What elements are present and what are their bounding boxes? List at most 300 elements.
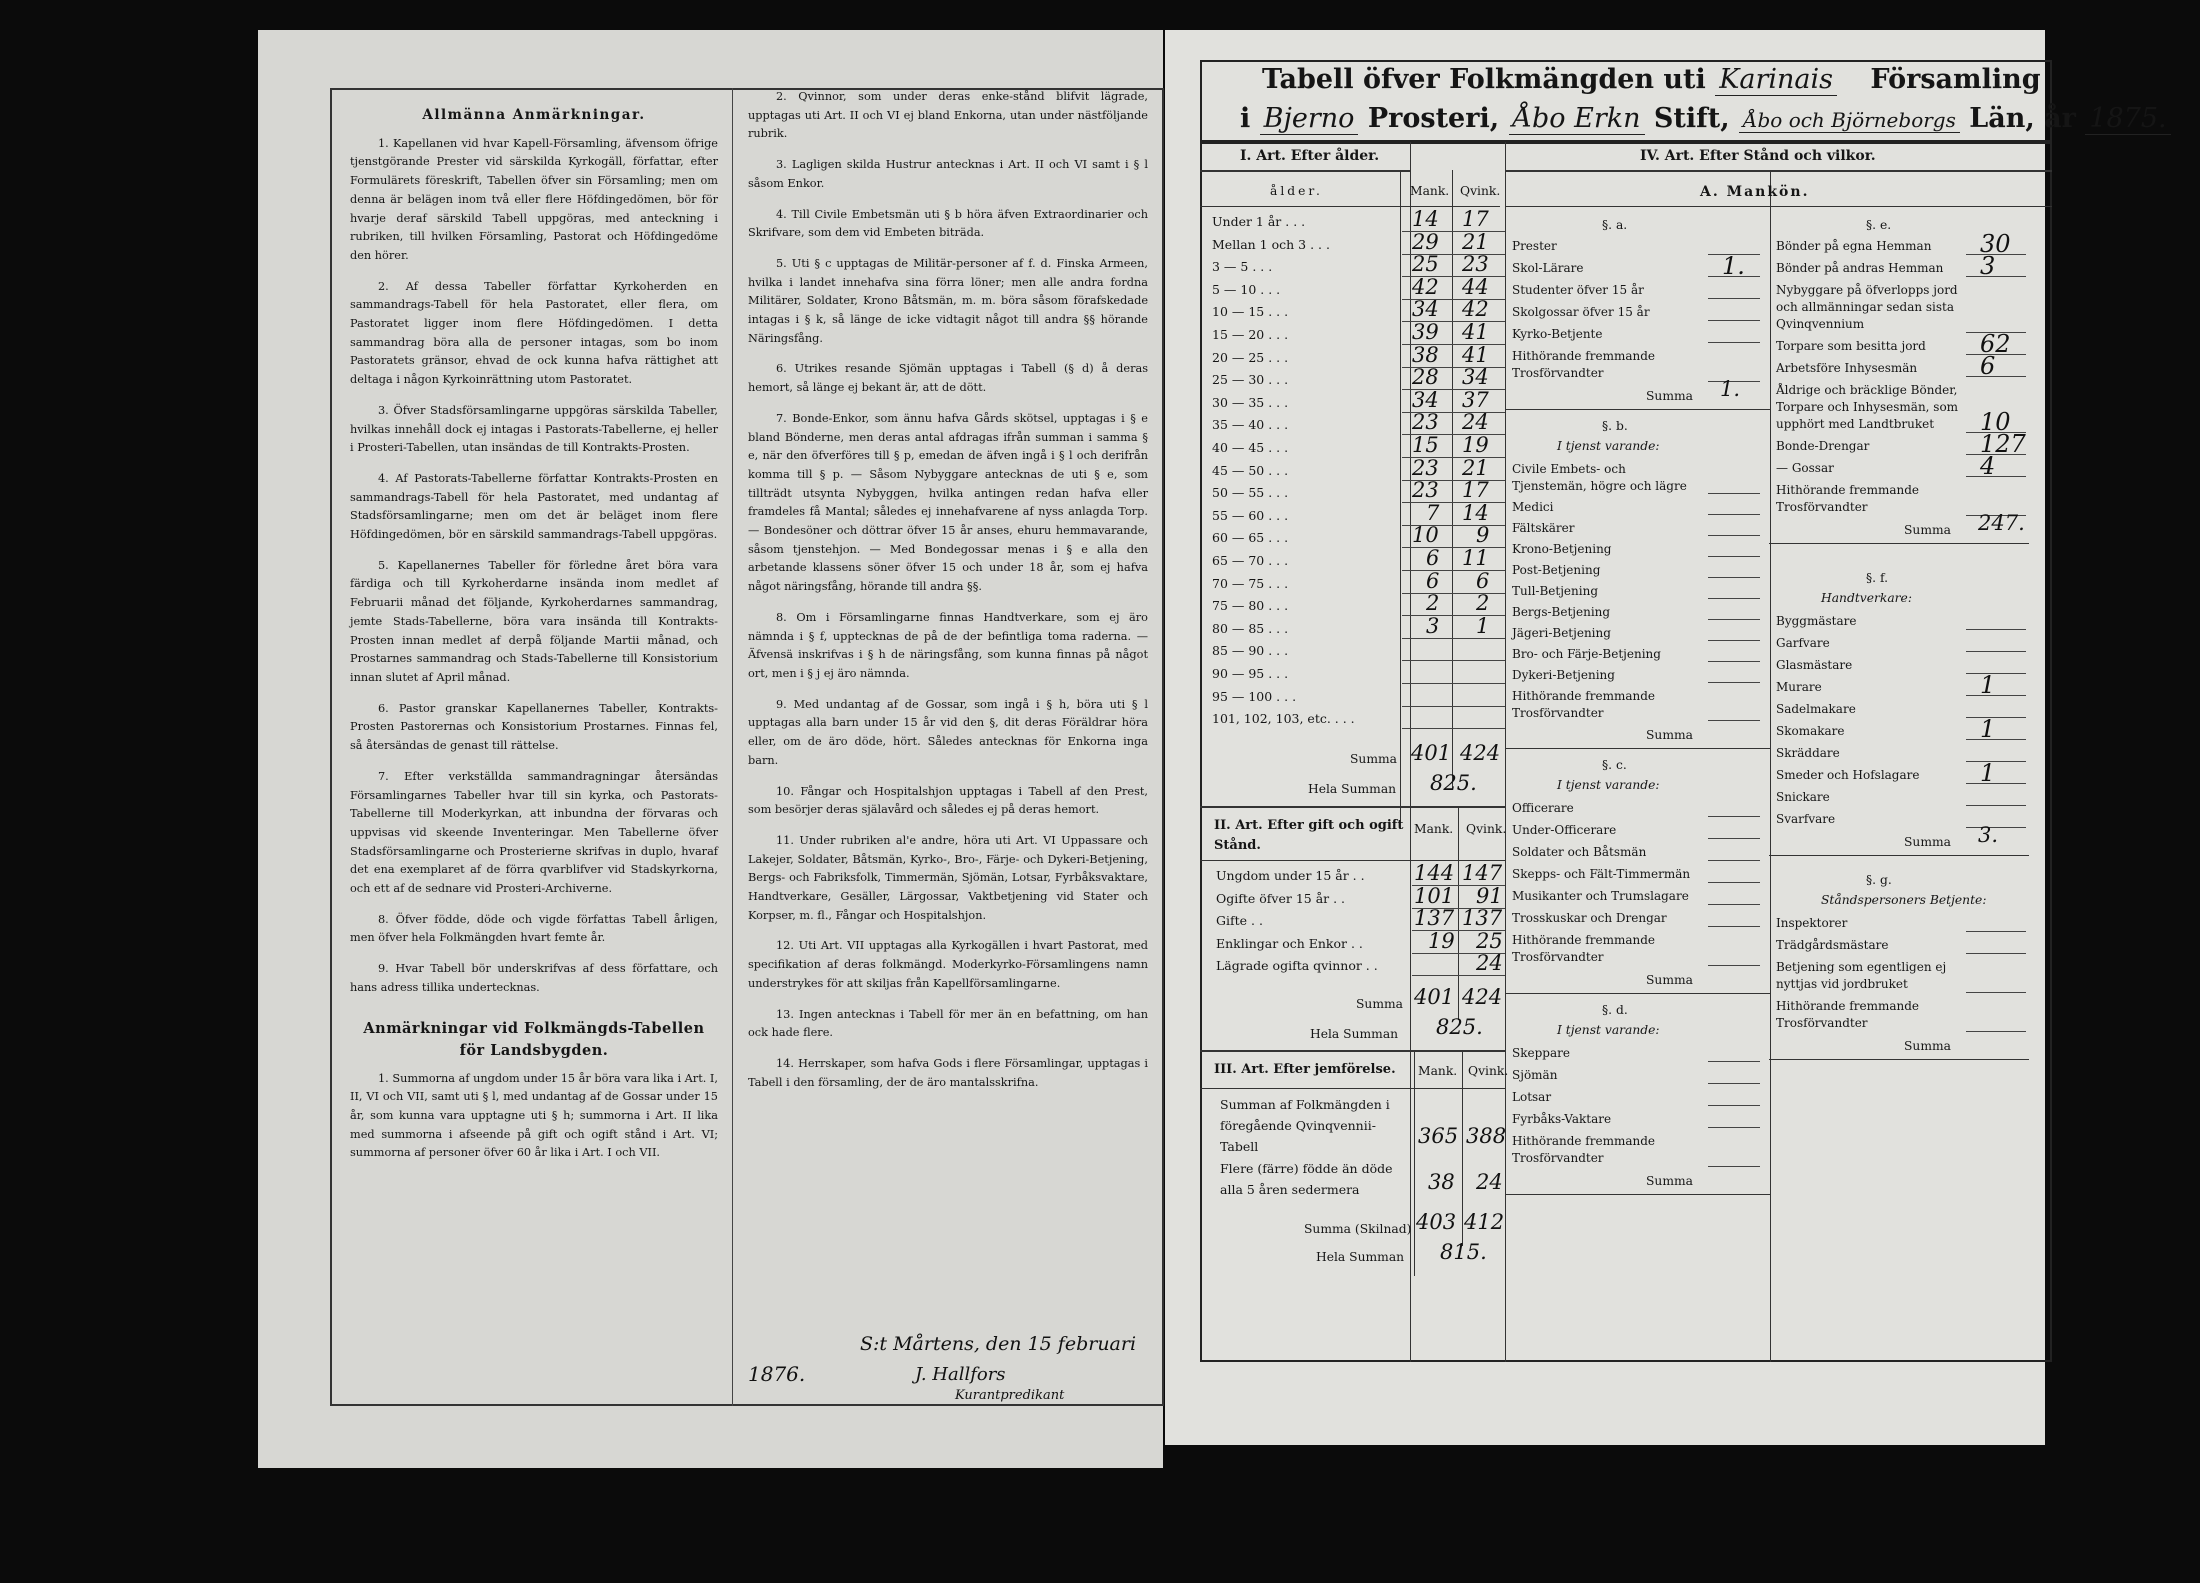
- section-row-label: Medici: [1512, 500, 1554, 514]
- rural-remark-paragraph: 9. Med undantag af de Gossar, som ingå i § h, böra uti § l upptagas alla barn under 15 år vid den §, dit deras Föräldrar höra eller, om de äro döde, hört. Således antecknas för Enkorna inga barn.: [748, 697, 1148, 767]
- section-row-rule: [1966, 651, 2026, 652]
- title-text-2b: Prosteri,: [1367, 103, 1500, 134]
- heading-general-remarks: Allmänna Anmärkningar.: [422, 107, 646, 123]
- age-row-rule: [1402, 706, 1505, 707]
- age-row-male: 28: [1412, 365, 1439, 390]
- age-row-male: 25: [1412, 252, 1439, 277]
- section-row-rule: [1966, 805, 2026, 806]
- art1-header-rule: [1200, 170, 1410, 172]
- art3-row2-label: Flere (färre) födde än döde alla 5 åren sedermera: [1220, 1161, 1393, 1197]
- section-row-label: Trädgårdsmästare: [1776, 938, 1889, 952]
- section-row-rule: [1966, 673, 2026, 674]
- remark-paragraph: 2. Af dessa Tabeller författar Kyrkoherden en sammandrags-Tabell för hela Pastoratet, eller flera, om Pastoratet ligger inom flere Höfdingedömen. I detta sammandrag böra alla de personer intagas, som bo inom Pastoratets gränsor, ehvad de ock kunna hafva rättighet att deltaga i någon Kyrkoinrättning utom Pastoratet.: [350, 279, 718, 387]
- art3-header-rule: [1200, 1088, 1505, 1089]
- section-row-label: Hithörande fremmande Trosförvandter: [1512, 1134, 1655, 1165]
- section-row-label: Hithörande fremmande Trosförvandter: [1776, 999, 1919, 1030]
- section-row-label: Prester: [1512, 239, 1557, 253]
- age-row-female: 44: [1462, 274, 1489, 299]
- section-summa-label: Summa: [1646, 1174, 1693, 1188]
- signature-year: 1876.: [748, 1362, 806, 1386]
- diocese-name: Åbo Erkn: [1509, 103, 1645, 135]
- title-text-2c: Stift,: [1653, 103, 1730, 134]
- section-subtitle: Ståndspersoners Betjente:: [1821, 893, 1987, 907]
- age-row-label: 85 — 90 . . .: [1212, 643, 1289, 659]
- section-row-rule: [1708, 926, 1760, 927]
- section-row-label: Sjömän: [1512, 1068, 1558, 1082]
- section-row-rule: [1708, 904, 1760, 905]
- section-row-label: — Gossar: [1776, 461, 1834, 475]
- age-row-male: 10: [1412, 523, 1439, 548]
- section-row-rule: [1708, 577, 1760, 578]
- rural-remarks-continued: [748, 88, 1148, 1092]
- remark-paragraph: 5. Kapellanernes Tabeller för förledne året böra vara färdiga och till Kyrkoherdarne insända inom medlet af Februarii månad det följande, Kyrkoherdarnes sammandrag, jemte Stads-Tabellerne, böra vara insända till Kontrakts-Prosten innan medlet af derpå följande Martii månad, och Prostarnes sammandrag och Stads-Tabellerne till Konsistorium innan slutet af April månad.: [350, 558, 718, 684]
- section-row-rule: [1708, 860, 1760, 861]
- section-row-rule: [1708, 838, 1760, 839]
- age-row-female: 23: [1462, 252, 1489, 277]
- rural-remark-paragraph: 6. Utrikes resande Sjömän upptagas i Tabell (§ d) å deras hemort, så länge ej bekant är, att de dött.: [748, 362, 1148, 395]
- section-row-label: Fältskärer: [1512, 521, 1575, 535]
- age-row-rule: [1402, 547, 1505, 548]
- section-row-label: Musikanter och Trumslagare: [1512, 889, 1689, 903]
- art1-header: I. Art. Efter ålder.: [1240, 148, 1380, 164]
- art2-header-rule: [1200, 860, 1505, 861]
- art1-bottom-rule: [1200, 806, 1505, 808]
- age-row-female: 42: [1462, 297, 1489, 322]
- art1-summa-f: 424: [1460, 741, 1501, 765]
- section-summa-value: 247.: [1978, 511, 2025, 535]
- section-summa-label: Summa: [1646, 389, 1693, 403]
- age-row-male: 38: [1412, 342, 1439, 367]
- section-title: §. e.: [1866, 218, 1892, 232]
- age-row-label: 50 — 55 . . .: [1212, 485, 1289, 501]
- age-row-female: 14: [1462, 500, 1489, 525]
- age-row-male: 14: [1412, 207, 1439, 231]
- age-row-female: 34: [1462, 365, 1489, 390]
- age-row-male: 2: [1426, 591, 1440, 616]
- section-row-label: Åldrige och bräcklige Bönder, Torpare och Inhysesmän, som upphört med Landtbruket: [1776, 383, 1959, 431]
- section-row-label: Bergs-Betjening: [1512, 605, 1611, 619]
- section-row-label: Skeppare: [1512, 1046, 1570, 1060]
- section-row-rule: [1708, 965, 1760, 966]
- rural-remark-paragraph: 14. Herrskaper, som hafva Gods i flere Församlingar, upptagas i Tabell i den församling, der de äro mantalsskrifna.: [748, 1056, 1148, 1089]
- section-row-label: Skepps- och Fält-Timmermän: [1512, 867, 1691, 881]
- section-row-rule: [1708, 342, 1760, 343]
- rural-remark-paragraph: 5. Uti § c upptagas de Militär-personer af f. d. Finska Armeen, hvilka i landet innehafva sina förra löner; men alle andra fordna Militärer, Soldater, Krono Båtsmän, m. m. böra såsom förafskedade intagas i § k, så länge de icke vidtagit något till andra §§ hörande Näringsfång.: [748, 256, 1148, 345]
- remark-paragraph: 4. Af Pastorats-Tabellerne författar Kontrakts-Prosten en sammandrags-Tabell för hela Pastoratet, med undantag af Stadsförsamlingarne; men om det är beläget inom flere Höfdingedömen, bör en särskild sammandrags-Tabell uppgöras.: [350, 471, 718, 542]
- art4-subheader-rule: [1505, 206, 2052, 207]
- remark-paragraph: 7. Efter verkställda sammandragningar återsändas Församlingarnes Tabeller hvar till sin kyrka, och Pastorats-Tabellerne till Moderkyrkan, att inbundna der förvaras och uppvisas vid skeende Inventeringar. Men Tabellerne öfver Stadsförsamlingarne och Prosterierne skrifvas in duplo, hvaraf det ena exemplaret af de förra qvarblifver vid Stadskyrkorna, och ett af de sednare vid Prosteri-Archiverne.: [350, 769, 718, 896]
- section-row-value: 10: [1980, 408, 2011, 436]
- art4-header: IV. Art. Efter Stånd och vilkor.: [1640, 148, 1876, 164]
- age-row-label: 60 — 65 . . .: [1212, 530, 1289, 546]
- section-row-rule: [1708, 720, 1760, 721]
- title-line-1: [1262, 64, 2041, 95]
- age-row-male: 23: [1412, 410, 1439, 435]
- section-row-rule: [1708, 514, 1760, 515]
- section-row-label: Smeder och Hofslagare: [1776, 768, 1920, 782]
- section-row-rule: [1708, 1105, 1760, 1106]
- age-row-female: 17: [1462, 478, 1489, 503]
- art2-col-f: Qvink.: [1466, 822, 1507, 836]
- title-line-2: [1240, 103, 2171, 134]
- age-row-label: 70 — 75 . . .: [1212, 575, 1289, 591]
- section-row-value: 6: [1980, 352, 1996, 380]
- marital-row-female: 137: [1462, 906, 1503, 930]
- section-row-rule: [1966, 695, 2026, 696]
- section-row-label: Arbetsföre Inhysesmän: [1776, 361, 1918, 375]
- divider-art4-columns: [1770, 170, 1771, 1362]
- age-row-label: 35 — 40 . . .: [1212, 417, 1289, 433]
- section-row-rule: [1966, 739, 2026, 740]
- remark-paragraph: 6. Pastor granskar Kapellanernes Tabeller, Kontrakts-Prosten Pastorernas och Konsistorium Prostarnes. Finnas fel, så återsändas de genast till rättelse.: [350, 701, 718, 753]
- age-row-female: 19: [1462, 433, 1489, 457]
- marital-row-label: Ogifte öfver 15 år . .: [1216, 890, 1346, 906]
- section-summa-label: Summa: [1904, 523, 1951, 537]
- art3-hela: 815.: [1440, 1240, 1487, 1264]
- art1-colhead-rule: [1200, 206, 1500, 207]
- age-row-label: 30 — 35 . . .: [1212, 394, 1289, 410]
- age-row-male: 34: [1412, 387, 1439, 412]
- section-row-rule: [1708, 661, 1760, 662]
- section-row-rule: [1708, 1127, 1760, 1128]
- age-row-label: 55 — 60 . . .: [1212, 507, 1289, 523]
- age-row-female: 41: [1462, 320, 1489, 344]
- section-row-rule: [1708, 1166, 1760, 1167]
- age-row-rule: [1402, 728, 1505, 729]
- section-row-rule: [1708, 816, 1760, 817]
- age-row-male: 23: [1412, 478, 1439, 503]
- age-row-label: Under 1 år . . .: [1212, 214, 1306, 229]
- art3-row2-f: 24: [1476, 1170, 1503, 1194]
- county-name: Åbo och Björneborgs: [1739, 108, 1960, 133]
- section-row-label: Hithörande fremmande Trosförvandter: [1512, 349, 1655, 380]
- section-row-rule: [1966, 783, 2026, 784]
- census-year: 1875.: [2085, 103, 2170, 135]
- art3-hela-label: Hela Summan: [1316, 1250, 1405, 1264]
- age-row-male: 6: [1426, 546, 1440, 570]
- age-row-male: 6: [1426, 568, 1440, 593]
- art1-col-f: Qvink.: [1460, 184, 1501, 198]
- section-row-label: Post-Betjening: [1512, 563, 1601, 577]
- section-row-label: Trosskuskar och Drengar: [1512, 911, 1667, 925]
- art3-row1-f: 388: [1466, 1124, 1507, 1148]
- section-row-label: Torpare som besitta jord: [1776, 339, 1926, 353]
- section-row-rule: [1966, 992, 2026, 993]
- rural-remark-paragraph: 11. Under rubriken al'e andre, höra uti Art. VI Uppassare och Lakejer, Soldater, Båtsmän, Kyrko-, Bro-, Färje- och Dykeri-Betjening, Bergs- och Fabriksfolk, Timmermän, Sjömän, Lotsar, Fyrbåksvaktare, Handtverkare, Gesäller, Lärgossar, Vaktbetjening vid Stater och Korpser, m. fl., Fångar och Hospitalshjon.: [748, 833, 1148, 922]
- section-row-label: Fyrbåks-Vaktare: [1512, 1112, 1612, 1126]
- age-row-female: 1: [1476, 613, 1490, 638]
- section-row-value: 4: [1980, 452, 1996, 480]
- section-row-label: Nybyggare på öfverlopps jord och allmänningar sedan sista Qvinqvennium: [1776, 283, 1958, 331]
- art1-col-line-3: [1505, 142, 1506, 1362]
- section-row-value: 3: [1980, 252, 1996, 280]
- section-title: §. d.: [1602, 1003, 1628, 1017]
- title-text-2a: i: [1240, 103, 1251, 134]
- art3-summa-label: Summa (Skilnad): [1304, 1222, 1412, 1236]
- section-row-label: Officerare: [1512, 801, 1574, 815]
- rural-remark-paragraph: 12. Uti Art. VII upptagas alla Kyrkogällen i hvart Pastorat, med specifikation af deras folkmängd. Moderkyrko-Församlingens namn understrykes för att skiljas från Kapellförsamlingarne.: [748, 939, 1148, 990]
- art3-col-line-1: [1414, 1050, 1415, 1276]
- section-row-label: Skolgossar öfver 15 år: [1512, 305, 1650, 319]
- rural-remark-paragraph: 7. Bonde-Enkor, som ännu hafva Gårds skötsel, upptagas i § e bland Bönderne, men deras antal afdragas ifrån summan i samma § e, när den öfverföres till § p, emedan de äfven ingå i § l och derifrån komma till § p. — Såsom Nybyggare antecknas de uti § e, som tillträdt utsynta Nybyggen, hvilka antingen redan hafva eller framdeles få Mantal; således ej innehafvarene af nyss anlagda Torp. — Bondesöner och döttrar öfver 15 år anses, ehuru hemmavarande, såsom tjenstehjon. — Med Bondegossar menas i § e alla den arbetande klassens söner öfver 15 och under 18 år, som ej hafva något näringsfång, hörande till andra §§.: [748, 411, 1148, 594]
- section-row-label: Snickare: [1776, 790, 1830, 804]
- section-title: §. c.: [1602, 758, 1627, 772]
- section-row-label: Dykeri-Betjening: [1512, 668, 1615, 682]
- section-row-value: 1: [1980, 759, 1996, 787]
- section-row-rule: [1708, 556, 1760, 557]
- art2-summa-label: Summa: [1356, 997, 1403, 1011]
- age-row-rule: [1402, 660, 1505, 661]
- age-row-female: 41: [1462, 342, 1489, 367]
- section-row-label: Glasmästare: [1776, 658, 1853, 672]
- section-row-label: Kyrko-Betjente: [1512, 327, 1603, 341]
- rural-remark-paragraph: 4. Till Civile Embetsmän uti § b höra äfven Extraordinarier och Skrifvare, som dem vid Embeten biträda.: [748, 207, 1148, 240]
- section-row-rule: [1966, 761, 2026, 762]
- section-row-label: Hithörande fremmande Trosförvandter: [1512, 689, 1655, 720]
- section-summa-label: Summa: [1904, 1039, 1951, 1053]
- section-row-value: 1: [1980, 715, 1996, 743]
- section-summa-value: 3.: [1978, 823, 1999, 847]
- section-row-rule: [1966, 476, 2026, 477]
- rural-remark-paragraph: 3. Lagligen skilda Hustrur antecknas i Art. II och VI samt i § l såsom Enkor.: [748, 158, 1148, 190]
- art2-hela-label: Hela Summan: [1310, 1027, 1399, 1041]
- age-row-male: 15: [1412, 433, 1439, 457]
- age-row-label: 101, 102, 103, etc. . . .: [1212, 711, 1355, 727]
- age-row-male: 7: [1426, 500, 1440, 525]
- section-subtitle: Handtverkare:: [1821, 591, 1912, 605]
- age-row-male: 34: [1412, 297, 1439, 322]
- marital-row-label: Gifte . .: [1216, 913, 1263, 928]
- section-row-label: Inspektorer: [1776, 916, 1848, 930]
- art3-col-m: Mank.: [1418, 1064, 1458, 1078]
- age-row-female: 21: [1462, 455, 1489, 480]
- age-row-female: 17: [1462, 207, 1489, 231]
- section-bottom-rule: [1769, 855, 2029, 856]
- section-bottom-rule: [1769, 543, 2029, 544]
- rural-remark-paragraph: 1. Summorna af ungdom under 15 år böra vara lika i Art. I, II, VI och VII, samt uti § l, med undantag af de Gossar under 15 år, som kunna vara upptagne uti § h; summorna i Art. II lika med summorna i afseende på gift och ogift stånd i Art. VI; summorna af personer öfver 60 år lika i Art. I och VII.: [350, 1071, 718, 1160]
- section-row-value: 127: [1980, 430, 2026, 458]
- marital-row-female: 147: [1462, 861, 1503, 885]
- section-row-label: Tull-Betjening: [1512, 584, 1599, 598]
- signature-role: Kurantpredikant: [955, 1388, 1065, 1403]
- marital-row-male: 144: [1414, 861, 1455, 885]
- section-row-rule: [1708, 598, 1760, 599]
- rural-remark-paragraph: 10. Fångar och Hospitalshjon upptagas i Tabell af den Prest, som besörjer deras själavård och således ej på deras hemort.: [748, 784, 1148, 817]
- age-row-rule: [1402, 683, 1505, 684]
- section-bottom-rule: [1505, 409, 1771, 410]
- section-row-rule: [1708, 1083, 1760, 1084]
- art3-col-line-2: [1462, 1050, 1463, 1246]
- art3-row2-m: 38: [1428, 1170, 1455, 1194]
- section-row-label: Jägeri-Betjening: [1512, 626, 1611, 640]
- age-row-label: 40 — 45 . . .: [1212, 440, 1289, 455]
- remark-paragraph: 3. Öfver Stadsförsamlingarne uppgöras särskilda Tabeller, hvilkas innehåll dock ej intagas i Pastorats-Tabellerne, ej heller i Prosteri-Tabellen, utan insändas de till Kontrakts-Prosten.: [350, 403, 718, 455]
- art3-col-f: Qvink.: [1468, 1064, 1509, 1078]
- age-row-female: 11: [1462, 546, 1489, 570]
- section-row-label: Bonde-Drengar: [1776, 439, 1870, 453]
- section-summa-value: 1.: [1720, 377, 1741, 401]
- marital-row-label: Ungdom under 15 år . .: [1216, 868, 1365, 883]
- art3-header: III. Art. Efter jemförelse.: [1214, 1062, 1396, 1077]
- art2-bottom-rule: [1200, 1050, 1505, 1052]
- marital-row-male: 137: [1414, 906, 1455, 930]
- art3-summa-m: 403: [1416, 1210, 1457, 1234]
- age-row-rule: [1402, 638, 1505, 639]
- section-row-value: 30: [1980, 230, 2011, 258]
- heading-rural-remarks: Anmärkningar vid Folkmängds-Tabellen för Landsbygden.: [363, 1019, 705, 1059]
- section-row-label: Skomakare: [1776, 724, 1845, 738]
- marital-row-female: 91: [1476, 883, 1503, 908]
- section-row-rule: [1708, 320, 1760, 321]
- rural-remarks-list: [350, 1070, 718, 1164]
- section-subtitle: I tjenst varande:: [1557, 778, 1660, 792]
- section-title: §. a.: [1602, 218, 1628, 232]
- remark-paragraph: 8. Öfver födde, döde och vigde författas Tabell årligen, men öfver hela Folkmängden hvart femte år.: [350, 912, 718, 945]
- section-row-label: Under-Officerare: [1512, 823, 1617, 837]
- section-row-rule: [1966, 1031, 2026, 1032]
- section-row-label: Skol-Lärare: [1512, 261, 1584, 275]
- section-row-label: Soldater och Båtsmän: [1512, 845, 1647, 859]
- section-bottom-rule: [1505, 748, 1771, 749]
- art4-header-rule: [1505, 170, 2052, 172]
- age-row-male: 29: [1412, 229, 1439, 254]
- art3-row1-m: 365: [1418, 1124, 1459, 1148]
- art1-summa-label: Summa: [1350, 752, 1397, 766]
- section-bottom-rule: [1769, 1059, 2029, 1060]
- section-row-label: Bönder på egna Hemman: [1776, 239, 1932, 253]
- instructions-column-1: [350, 98, 718, 1175]
- title-text-1b: Församling: [1870, 64, 2041, 95]
- section-row-rule: [1708, 682, 1760, 683]
- art4-subheader: A. Mankön.: [1700, 184, 1810, 200]
- section-row-rule: [1966, 629, 2026, 630]
- age-row-label: 90 — 95 . . .: [1212, 666, 1289, 681]
- remark-paragraph: 9. Hvar Tabell bör underskrifvas af dess författare, och hans adress tillika undertecknas.: [350, 962, 718, 994]
- section-row-label: Hithörande fremmande Trosförvandter: [1776, 483, 1919, 514]
- section-row-value: 1: [1980, 671, 1996, 699]
- age-row-label: 25 — 30 . . .: [1212, 372, 1289, 388]
- section-row-rule: [1966, 376, 2026, 377]
- art3-row1-label: Summan af Folkmängden i föregående Qvinqvennii-Tabell: [1220, 1097, 1390, 1154]
- art2-hela: 825.: [1436, 1015, 1483, 1039]
- age-row-label: 20 — 25 . . .: [1212, 349, 1289, 365]
- section-subtitle: I tjenst varande:: [1557, 439, 1660, 453]
- section-row-label: Studenter öfver 15 år: [1512, 283, 1644, 297]
- section-row-rule: [1966, 717, 2026, 718]
- signature-place-date: S:t Mårtens, den 15 februari: [860, 1333, 1137, 1355]
- section-row-rule: [1966, 931, 2026, 932]
- age-row-male: 23: [1412, 455, 1439, 480]
- age-row-label: 75 — 80 . . .: [1212, 598, 1289, 614]
- section-row-value: 62: [1980, 330, 2011, 358]
- section-row-value: 1.: [1722, 252, 1745, 280]
- section-title: §. g.: [1866, 873, 1892, 887]
- section-row-rule: [1708, 640, 1760, 641]
- marital-row-male: 101: [1414, 883, 1455, 908]
- rural-remark-paragraph: 2. Qvinnor, som under deras enke-stånd blifvit lägrade, upptagas uti Art. II och VI ej bland Enkorna, utan under nästföljande rubrik.: [748, 90, 1148, 141]
- section-row-rule: [1966, 276, 2026, 277]
- age-row-label: 80 — 85 . . .: [1212, 620, 1289, 636]
- section-row-label: Sadelmakare: [1776, 702, 1856, 716]
- remark-paragraph: 1. Kapellanen vid hvar Kapell-Församling, äfvensom öfrige tjenstgörande Prester vid särskilda Kyrkogäll, författar, efter Formulärets föreskrift, Tabellen öfver sin Församling; men om denna är belägen inom två eller flere Höfdingedömen, bör för hvarje deraf särskild Tabell uppgöras, med anteckning i rubriken, till hvilken Församling, Pastorat och Höfdingedöme den hörer.: [350, 136, 718, 262]
- art2-col-line-1: [1410, 806, 1411, 1050]
- section-row-label: Civile Embets- och Tjenstemän, högre och lägre: [1512, 462, 1687, 493]
- section-title: §. b.: [1602, 419, 1628, 433]
- age-row-female: 2: [1476, 591, 1490, 616]
- marital-row-label: Enklingar och Enkor . .: [1216, 935, 1363, 951]
- section-row-rule: [1708, 535, 1760, 536]
- section-row-label: Hithörande fremmande Trosförvandter: [1512, 933, 1655, 964]
- age-row-rule: [1402, 570, 1505, 571]
- art1-col-line-1: [1400, 170, 1401, 820]
- age-row-female: 37: [1462, 387, 1489, 412]
- marital-row-male: 19: [1428, 928, 1455, 953]
- age-row-label: 3 — 5 . . .: [1212, 259, 1273, 275]
- art2-summa-m: 401: [1414, 985, 1455, 1009]
- section-row-rule: [1966, 953, 2026, 954]
- age-row-female: 9: [1476, 523, 1490, 548]
- age-row-rule: [1402, 615, 1505, 616]
- art2-col-m: Mank.: [1414, 822, 1454, 836]
- section-row-label: Krono-Betjening: [1512, 542, 1612, 556]
- age-row-label: 95 — 100 . . .: [1212, 688, 1297, 704]
- marital-row-rule: [1412, 975, 1505, 976]
- section-row-rule: [1708, 298, 1760, 299]
- age-row-female: 21: [1462, 229, 1489, 254]
- section-row-rule: [1708, 882, 1760, 883]
- signature-name: J. Hallfors: [915, 1364, 1006, 1385]
- column-divider: [732, 88, 733, 1406]
- age-row-label: 65 — 70 . . .: [1212, 553, 1289, 568]
- age-row-label: 45 — 50 . . .: [1212, 462, 1289, 478]
- section-row-label: Lotsar: [1512, 1090, 1552, 1104]
- section-row-label: Byggmästare: [1776, 614, 1857, 628]
- section-row-label: Murare: [1776, 680, 1822, 694]
- section-summa-label: Summa: [1646, 973, 1693, 987]
- section-row-label: Betjening som egentligen ej nyttjas vid jordbruket: [1776, 960, 1947, 991]
- general-remarks-list: [350, 135, 718, 998]
- art1-col-m: Mank.: [1410, 184, 1450, 198]
- parish-name: Karinais: [1715, 64, 1837, 96]
- section-row-label: Skräddare: [1776, 746, 1840, 760]
- title-text-1a: Tabell öfver Folkmängden uti: [1262, 64, 1706, 95]
- age-row-female: 24: [1462, 410, 1489, 435]
- section-subtitle: I tjenst varande:: [1557, 1023, 1660, 1037]
- section-summa-label: Summa: [1904, 835, 1951, 849]
- age-row-label: 10 — 15 . . .: [1212, 304, 1289, 320]
- art1-summa-m: 401: [1411, 741, 1452, 765]
- age-row-male: 39: [1412, 320, 1439, 344]
- section-row-label: Bro- och Färje-Betjening: [1512, 647, 1661, 661]
- section-row-label: Bönder på andras Hemman: [1776, 261, 1944, 275]
- age-row-label: 5 — 10 . . .: [1212, 281, 1281, 297]
- title-text-2d: Län, år: [1969, 103, 2076, 134]
- age-row-male: 42: [1412, 274, 1439, 299]
- marital-row-female: 25: [1476, 928, 1503, 953]
- age-row-male: 3: [1426, 613, 1440, 638]
- rural-remark-paragraph: 13. Ingen antecknas i Tabell för mer än en befattning, om han ock hade flere.: [748, 1007, 1148, 1040]
- section-title: §. f.: [1866, 571, 1888, 585]
- rural-remark-paragraph: 8. Om i Församlingarne finnas Handtverkare, som ej äro nämnda i § f, upptecknas de på de der befintliga toma raderna. — Äfvensä inskrifvas i § h de näringsfång, som kunna finnas på något ort, men i § j ej äro nämnda.: [748, 610, 1148, 680]
- section-bottom-rule: [1505, 993, 1771, 994]
- art1-col-age: ålder.: [1270, 184, 1323, 198]
- age-row-female: 6: [1476, 568, 1490, 593]
- art1-hela-label: Hela Summan: [1308, 782, 1397, 796]
- marital-row-female: 24: [1476, 951, 1503, 975]
- art2-summa-f: 424: [1462, 985, 1503, 1009]
- section-row-rule: [1708, 493, 1760, 494]
- age-row-label: 15 — 20 . . .: [1212, 327, 1289, 342]
